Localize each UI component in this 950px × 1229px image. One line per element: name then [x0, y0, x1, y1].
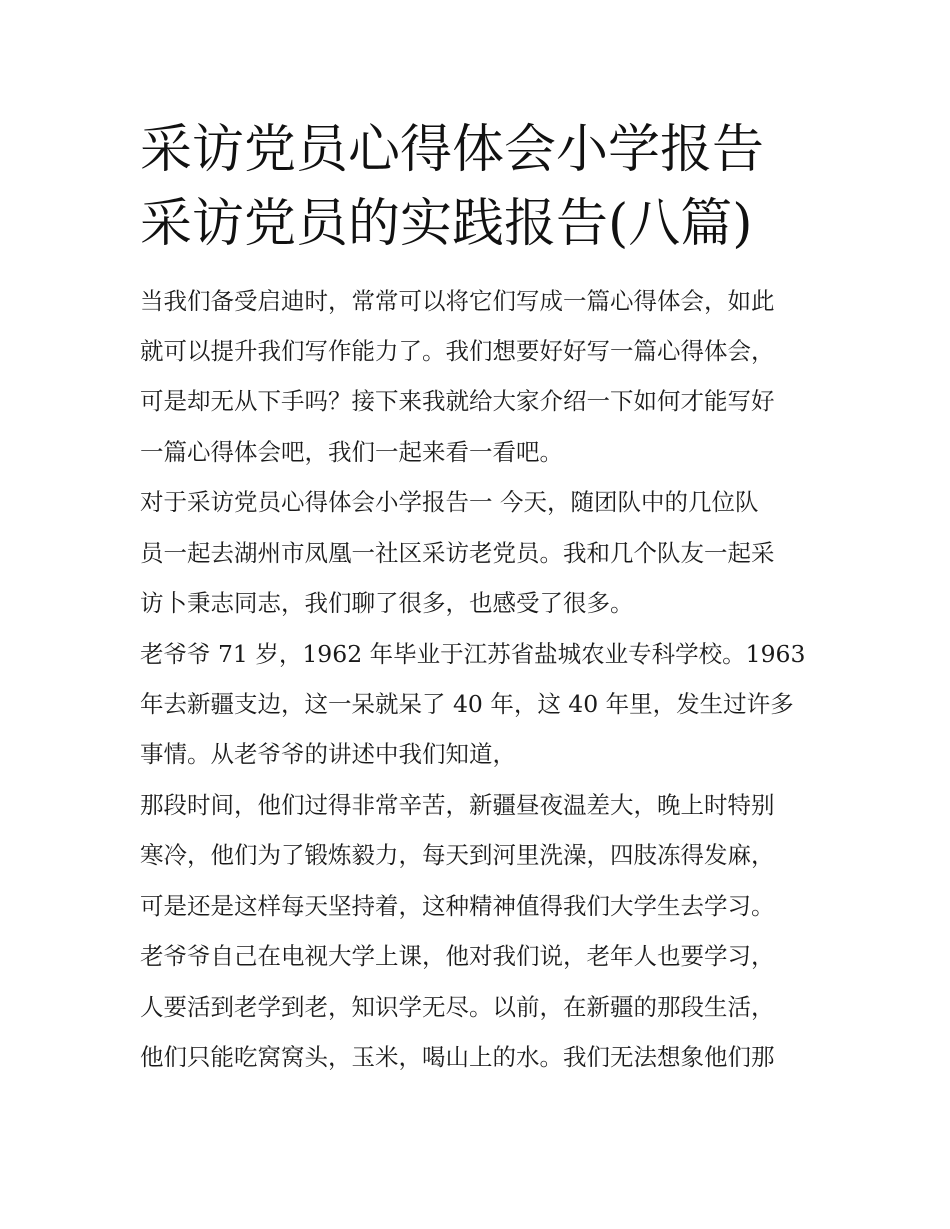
body-line: 老爷爷 71 岁，1962 年毕业于江苏省盐城农业专科学校。1963	[140, 640, 806, 668]
body-line: 老爷爷自己在电视大学上课，他对我们说，老年人也要学习，	[140, 942, 775, 970]
body-line: 人要活到老学到老，知识学无尽。以前，在新疆的那段生活，	[140, 993, 775, 1021]
body-line: 他们只能吃窝窝头，玉米，喝山上的水。我们无法想象他们那	[140, 1043, 775, 1071]
body-line: 可是却无从下手吗？接下来我就给大家介绍一下如何才能写好	[140, 387, 775, 415]
body-line: 那段时间，他们过得非常辛苦，新疆昼夜温差大，晚上时特别	[140, 791, 775, 819]
body-line: 就可以提升我们写作能力了。我们想要好好写一篇心得体会，	[140, 337, 775, 365]
body-line: 一篇心得体会吧，我们一起来看一看吧。	[140, 438, 563, 466]
body-line: 对于采访党员心得体会小学报告一 今天，随团队中的几位队	[140, 488, 759, 516]
body-line: 员一起去湖州市凤凰一社区采访老党员。我和几个队友一起采	[140, 539, 775, 567]
body-line: 年去新疆支边，这一呆就呆了 40 年，这 40 年里，发生过许多	[140, 690, 794, 718]
body-line: 寒冷，他们为了锻炼毅力，每天到河里洗澡，四肢冻得发麻，	[140, 841, 775, 869]
body-line: 可是还是这样每天坚持着，这种精神值得我们大学生去学习。	[140, 892, 775, 920]
body-line: 事情。从老爷爷的讲述中我们知道，	[140, 740, 516, 768]
body-line: 访卜秉志同志，我们聊了很多，也感受了很多。	[140, 589, 634, 617]
body-line: 当我们备受启迪时，常常可以将它们写成一篇心得体会，如此	[140, 287, 775, 315]
document-title: 采访党员心得体会小学报告 采访党员的实践报告(八篇)	[140, 120, 765, 254]
